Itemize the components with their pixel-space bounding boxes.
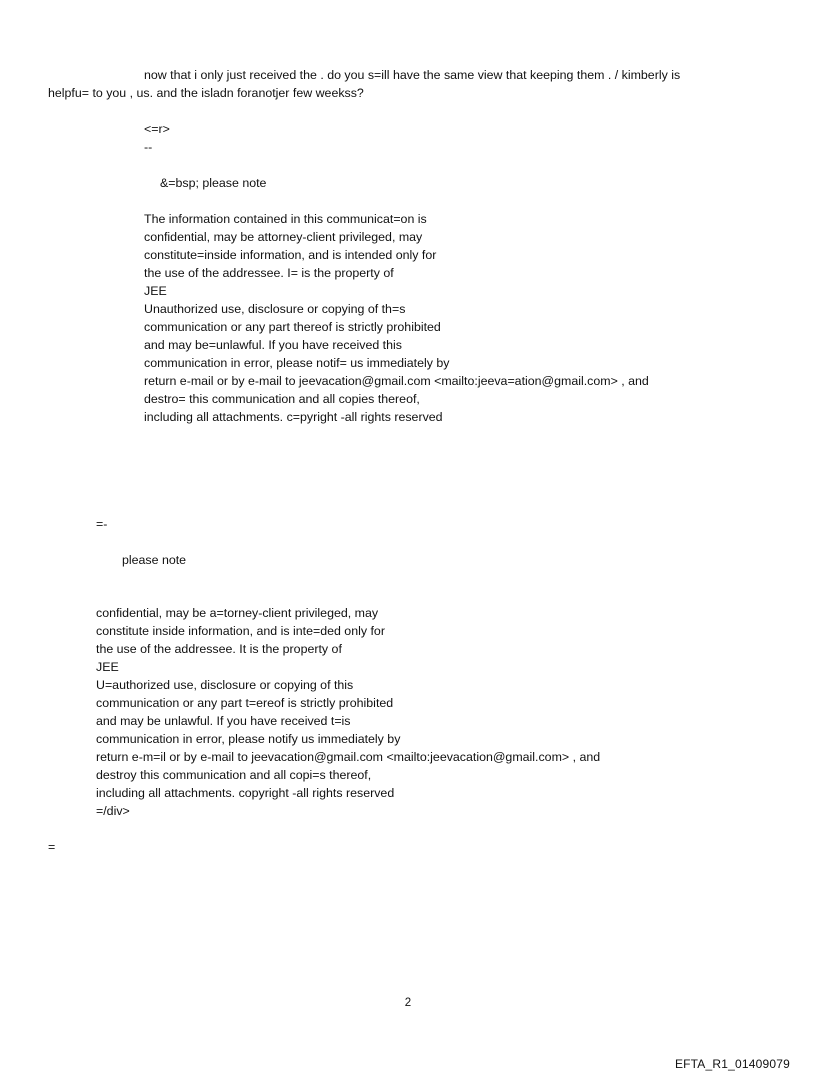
- disclaimer-2-line: JEE: [96, 660, 119, 674]
- disclaimer-2-line: and may be unlawful. If you have received t=is: [96, 714, 351, 728]
- dash-separator: --: [144, 140, 153, 154]
- disclaimer-2-line: confidential, may be a=torney-client privileged, may: [96, 606, 379, 620]
- br-tag-text: <=r>: [144, 122, 170, 136]
- nbsp-note-heading: &=bsp; please note: [160, 176, 267, 190]
- disclaimer-1-line: constitute=inside information, and is intended only for: [144, 248, 437, 262]
- disclaimer-2-line: constitute inside information, and is inte=ded only for: [96, 624, 385, 638]
- disclaimer-2-line: return e-m=il or by e-mail to jeevacation@gmail.com <mailto:jeevacation@gmail.com> , and: [96, 750, 601, 764]
- intro-line-1: now that i only just received the . do you s=ill have the same view that keeping them . / kimberly is: [144, 68, 681, 82]
- disclaimer-1-line: destro= this communication and all copies thereof,: [144, 392, 420, 406]
- page-number: 2: [404, 997, 412, 1009]
- disclaimer-2-line: U=authorized use, disclosure or copying of this: [96, 678, 354, 692]
- equals-dash-separator: =-: [96, 517, 108, 531]
- trailing-equals: =: [48, 840, 56, 854]
- document-id: EFTA_R1_01409079: [674, 1057, 790, 1071]
- disclaimer-1-line: return e-mail or by e-mail to jeevacation@gmail.com <mailto:jeeva=ation@gmail.com> , and: [144, 374, 649, 388]
- disclaimer-1-line: and may be=unlawful. If you have received this: [144, 338, 402, 352]
- disclaimer-1-line: including all attachments. c=pyright -all rights reserved: [144, 410, 443, 424]
- disclaimer-2-line: destroy this communication and all copi=s thereof,: [96, 768, 372, 782]
- disclaimer-1-line: JEE: [144, 284, 167, 298]
- disclaimer-2-line: communication or any part t=ereof is strictly prohibited: [96, 696, 394, 710]
- disclaimer-1-line: confidential, may be attorney-client privileged, may: [144, 230, 423, 244]
- disclaimer-1-line: communication in error, please notif= us immediately by: [144, 356, 450, 370]
- disclaimer-1-line: communication or any part thereof is strictly prohibited: [144, 320, 441, 334]
- disclaimer-2-line: =/div>: [96, 804, 130, 818]
- disclaimer-2-line: the use of the addressee. It is the property of: [96, 642, 342, 656]
- disclaimer-1-line: The information contained in this communicat=on is: [144, 212, 427, 226]
- disclaimer-2-line: including all attachments. copyright -all rights reserved: [96, 786, 395, 800]
- disclaimer-1-line: the use of the addressee. I= is the property of: [144, 266, 394, 280]
- disclaimer-2-line: communication in error, please notify us immediately by: [96, 732, 401, 746]
- please-note-heading: please note: [122, 553, 187, 567]
- intro-line-2: helpfu= to you , us. and the isladn foranotjer few weekss?: [48, 86, 364, 100]
- disclaimer-1-line: Unauthorized use, disclosure or copying of th=s: [144, 302, 406, 316]
